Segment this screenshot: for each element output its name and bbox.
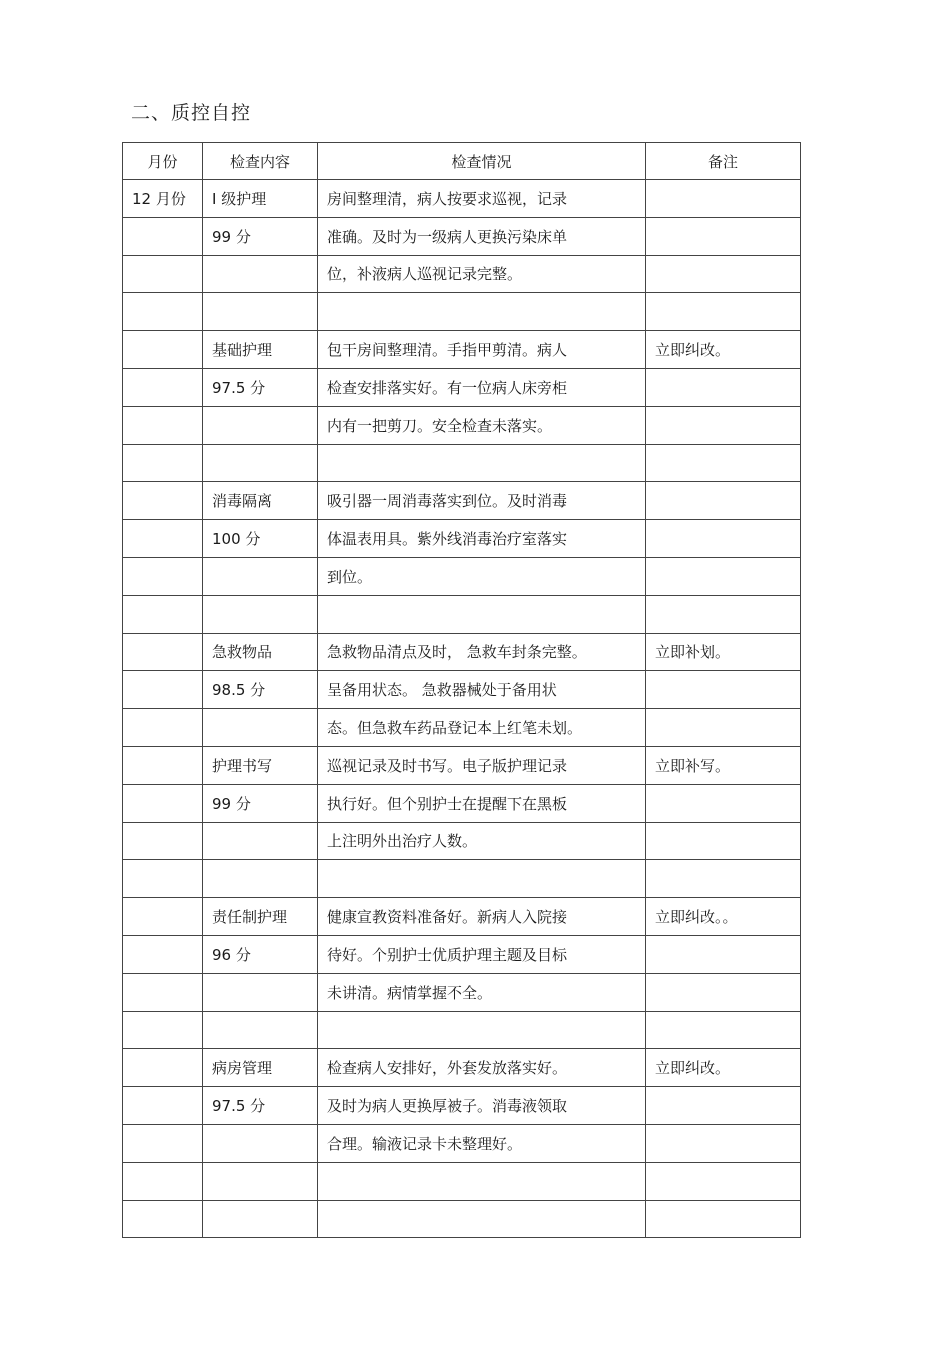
item-cell: Ⅰ 级护理 — [203, 180, 318, 218]
table-row — [123, 331, 801, 369]
table-row — [123, 935, 801, 973]
remarks-cell — [646, 1087, 801, 1125]
findings-cell: 上注明外出治疗人数。 — [318, 822, 646, 860]
item-cell — [203, 595, 318, 633]
findings-cell: 及时为病人更换厚被子。消毒液领取 — [318, 1087, 646, 1125]
findings-cell: 位，补液病人巡视记录完整。 — [318, 255, 646, 293]
item-cell: 基础护理 — [203, 331, 318, 369]
month-cell — [123, 1124, 203, 1162]
month-cell — [123, 935, 203, 973]
table-row — [123, 633, 801, 671]
table-row — [123, 1162, 801, 1200]
month-cell — [123, 520, 203, 558]
findings-cell: 急救物品清点及时， 急救车封条完整。 — [318, 633, 646, 671]
item-cell: 病房管理 — [203, 1049, 318, 1087]
remarks-cell — [646, 973, 801, 1011]
item-cell — [203, 557, 318, 595]
remarks-cell — [646, 595, 801, 633]
table-row — [123, 1087, 801, 1125]
quality-control-table — [122, 142, 801, 1238]
remarks-cell — [646, 520, 801, 558]
month-cell — [123, 293, 203, 331]
table-row — [123, 822, 801, 860]
month-cell — [123, 444, 203, 482]
month-cell — [123, 709, 203, 747]
table-row — [123, 709, 801, 747]
findings-cell — [318, 860, 646, 898]
month-cell — [123, 1011, 203, 1049]
item-cell — [203, 1011, 318, 1049]
findings-cell — [318, 1011, 646, 1049]
table-row — [123, 1200, 801, 1238]
findings-cell — [318, 444, 646, 482]
table-header-row — [123, 143, 801, 180]
table-row — [123, 671, 801, 709]
remarks-cell — [646, 671, 801, 709]
item-cell — [203, 860, 318, 898]
month-cell — [123, 217, 203, 255]
remarks-cell — [646, 935, 801, 973]
table-row — [123, 482, 801, 520]
item-cell — [203, 973, 318, 1011]
month-cell — [123, 671, 203, 709]
month-cell — [123, 557, 203, 595]
remarks-cell: 立即纠改。。 — [646, 898, 801, 936]
table-row — [123, 444, 801, 482]
table-row — [123, 557, 801, 595]
remarks-cell — [646, 217, 801, 255]
findings-cell: 未讲清。病情掌握不全。 — [318, 973, 646, 1011]
item-cell — [203, 709, 318, 747]
remarks-cell — [646, 406, 801, 444]
findings-cell: 体温表用具。紫外线消毒治疗室落实 — [318, 520, 646, 558]
section-title: 二、质控自控 — [131, 102, 252, 124]
item-cell: 97.5 分 — [203, 1087, 318, 1125]
item-cell — [203, 822, 318, 860]
findings-cell: 巡视记录及时书写。电子版护理记录 — [318, 746, 646, 784]
findings-cell: 呈备用状态。 急救器械处于备用状 — [318, 671, 646, 709]
table-row — [123, 293, 801, 331]
month-cell — [123, 860, 203, 898]
month-cell — [123, 784, 203, 822]
item-cell: 99 分 — [203, 784, 318, 822]
table-row — [123, 746, 801, 784]
item-cell: 99 分 — [203, 217, 318, 255]
month-cell — [123, 406, 203, 444]
table-row — [123, 860, 801, 898]
item-cell: 护理书写 — [203, 746, 318, 784]
findings-cell: 健康宣教资料准备好。新病人入院接 — [318, 898, 646, 936]
findings-cell: 内有一把剪刀。安全检查未落实。 — [318, 406, 646, 444]
month-cell — [123, 255, 203, 293]
table-row — [123, 255, 801, 293]
remarks-cell — [646, 822, 801, 860]
month-cell — [123, 973, 203, 1011]
table-row — [123, 898, 801, 936]
item-cell: 96 分 — [203, 935, 318, 973]
table-row — [123, 1011, 801, 1049]
table-row — [123, 180, 801, 218]
table-row — [123, 595, 801, 633]
findings-cell — [318, 1200, 646, 1238]
month-cell — [123, 746, 203, 784]
table-row — [123, 520, 801, 558]
findings-cell — [318, 293, 646, 331]
month-cell: 12 月份 — [123, 180, 203, 218]
remarks-cell — [646, 860, 801, 898]
remarks-cell — [646, 255, 801, 293]
item-cell — [203, 1200, 318, 1238]
item-cell: 消毒隔离 — [203, 482, 318, 520]
remarks-cell — [646, 482, 801, 520]
item-cell — [203, 1124, 318, 1162]
remarks-cell — [646, 1162, 801, 1200]
findings-cell — [318, 1162, 646, 1200]
item-cell — [203, 444, 318, 482]
item-cell: 责任制护理 — [203, 898, 318, 936]
table-row — [123, 406, 801, 444]
findings-cell: 合理。输液记录卡未整理好。 — [318, 1124, 646, 1162]
item-cell: 急救物品 — [203, 633, 318, 671]
findings-cell: 到位。 — [318, 557, 646, 595]
month-cell — [123, 482, 203, 520]
month-cell — [123, 1200, 203, 1238]
remarks-cell — [646, 1011, 801, 1049]
table-row — [123, 1124, 801, 1162]
month-cell — [123, 331, 203, 369]
findings-cell: 准确。及时为一级病人更换污染床单 — [318, 217, 646, 255]
remarks-cell — [646, 557, 801, 595]
header-item: 检查内容 — [203, 143, 318, 180]
table-row — [123, 217, 801, 255]
remarks-cell: 立即纠改。 — [646, 1049, 801, 1087]
remarks-cell — [646, 1200, 801, 1238]
findings-cell: 执行好。但个别护士在提醒下在黑板 — [318, 784, 646, 822]
month-cell — [123, 1087, 203, 1125]
month-cell — [123, 633, 203, 671]
item-cell: 100 分 — [203, 520, 318, 558]
header-findings: 检查情况 — [318, 143, 646, 180]
remarks-cell — [646, 293, 801, 331]
remarks-cell: 立即纠改。 — [646, 331, 801, 369]
item-cell — [203, 406, 318, 444]
findings-cell: 吸引器一周消毒落实到位。及时消毒 — [318, 482, 646, 520]
item-cell: 97.5 分 — [203, 368, 318, 406]
item-cell — [203, 255, 318, 293]
month-cell — [123, 1162, 203, 1200]
item-cell: 98.5 分 — [203, 671, 318, 709]
remarks-cell — [646, 180, 801, 218]
remarks-cell: 立即补划。 — [646, 633, 801, 671]
header-month: 月份 — [123, 143, 203, 180]
item-cell — [203, 1162, 318, 1200]
month-cell — [123, 898, 203, 936]
month-cell — [123, 822, 203, 860]
month-cell — [123, 595, 203, 633]
remarks-cell — [646, 1124, 801, 1162]
findings-cell — [318, 595, 646, 633]
findings-cell: 包干房间整理清。手指甲剪清。病人 — [318, 331, 646, 369]
findings-cell: 检查安排落实好。有一位病人床旁柜 — [318, 368, 646, 406]
table-row — [123, 368, 801, 406]
findings-cell: 检查病人安排好，外套发放落实好。 — [318, 1049, 646, 1087]
month-cell — [123, 1049, 203, 1087]
remarks-cell — [646, 784, 801, 822]
table-row — [123, 1049, 801, 1087]
findings-cell: 态。但急救车药品登记本上红笔未划。 — [318, 709, 646, 747]
item-cell — [203, 293, 318, 331]
remarks-cell — [646, 709, 801, 747]
table-row — [123, 973, 801, 1011]
remarks-cell — [646, 368, 801, 406]
table-row — [123, 784, 801, 822]
header-remarks: 备注 — [646, 143, 801, 180]
remarks-cell: 立即补写。 — [646, 746, 801, 784]
findings-cell: 待好。个别护士优质护理主题及目标 — [318, 935, 646, 973]
remarks-cell — [646, 444, 801, 482]
findings-cell: 房间整理清，病人按要求巡视，记录 — [318, 180, 646, 218]
month-cell — [123, 368, 203, 406]
